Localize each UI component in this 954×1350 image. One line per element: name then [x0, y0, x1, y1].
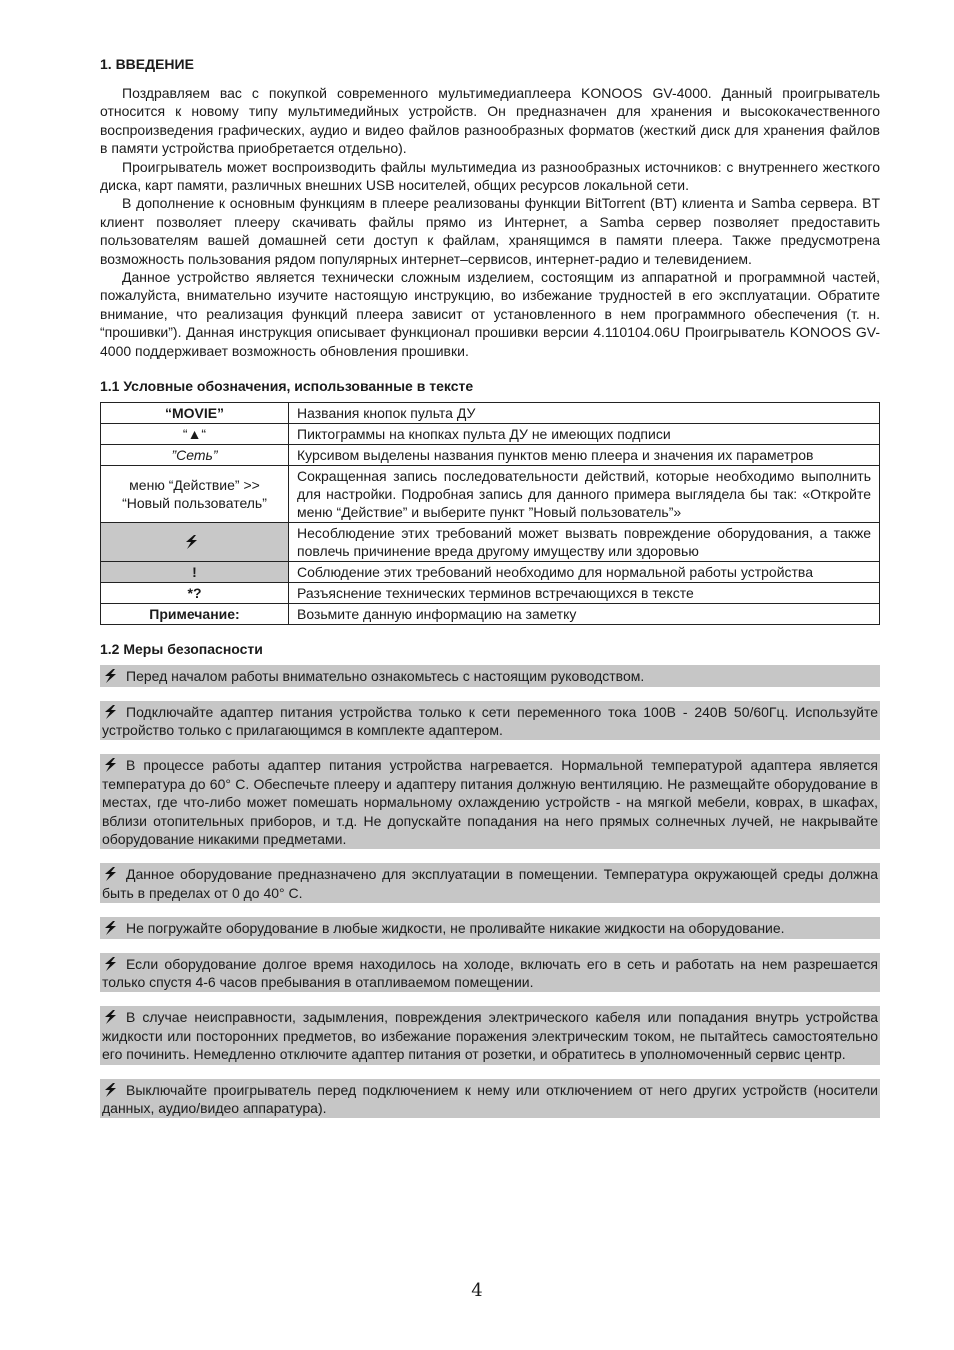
legend-symbol: “▲“ [101, 424, 289, 445]
legend-description: Соблюдение этих требований необходимо для нормальной работы устройства [289, 562, 880, 583]
intro-paragraph: Проигрыватель может воспроизводить файлы мультимедиа из разнообразных источников: с внутреннего жесткого диска, карт памяти, различных внешних USB носителей, общих ресурсов локальной сети. [100, 158, 880, 194]
page-number: 4 [471, 1280, 483, 1301]
table-row [101, 523, 880, 562]
safety-text: Если оборудование долгое время находилось на холоде, включать его в сеть и работать на нем разрешается только спустя 4-6 часов пребывания в отапливаемом помещении. [102, 955, 878, 990]
legend-symbol: ”Сеть” [101, 445, 289, 466]
legend-description: Разъяснение технических терминов встречающихся в тексте [289, 583, 880, 604]
lightning-warning-icon [102, 1083, 118, 1097]
safety-text: Перед началом работы внимательно ознакомьтесь с настоящим руководством. [126, 668, 645, 685]
lightning-warning-icon [102, 669, 118, 683]
question-icon: *? [187, 585, 202, 602]
lightning-warning-icon [102, 758, 118, 772]
safety-item [100, 665, 880, 686]
lightning-warning-icon [183, 535, 199, 549]
safety-item [100, 701, 880, 741]
table-row [101, 562, 880, 583]
document-page [100, 56, 880, 1132]
legend-description: Курсивом выделены названия пунктов меню плеера и значения их параметров [289, 445, 880, 466]
safety-item [100, 917, 880, 938]
intro-paragraph: В дополнение к основным функциям в плеере реализованы функции BitTorrent (BT) клиента и Samba сервера. BT клиент позволяет плееру скачивать файлы прямо из Интернет, а Samba сервер позволяет предоставить пользователям вашей домашней сети доступ к файлам, хранящимся в памяти плеера. Также предусмотрена возможность пользования рядом популярных интернет–сервисов, интернет-радио и телевидением. [100, 195, 880, 267]
lightning-warning-icon [102, 1010, 118, 1024]
legend-symbol [101, 583, 289, 604]
safety-text: Подключайте адаптер питания устройства только к сети переменного тока 100В - 240В 50/60Гц. Используйте устройство только с прилагающимся в комплекте адаптером. [102, 703, 878, 738]
table-row [101, 583, 880, 604]
legend-table [100, 402, 880, 625]
legend-description: Сокращенная запись последовательности действий, которые необходимо выполнить для настройки. Подробная запись для данного примера выглядела бы так: «Откройте меню “Действие” и выберите пункт ”Новый пользователь”» [289, 466, 880, 523]
section-heading-legend: 1.1 Условные обозначения, использованные в тексте [100, 378, 474, 395]
legend-description: Возьмите данную информацию на заметку [289, 604, 880, 625]
safety-text: Данное оборудование предназначено для эксплуатации в помещении. Температура окружающей среды должна быть в пределах от 0 до 40° С. [102, 866, 878, 901]
safety-item [100, 953, 880, 993]
exclamation-icon: ! [192, 564, 197, 581]
safety-text: В процессе работы адаптер питания устройства нагревается. Нормальной температурой адаптера является температура до 60° С. Обеспечьте плееру и адаптеру питания должную вентиляцию. Не размещайте оборудование в местах, где что-либо может помешать нормальному охлаждению устройств - на мягкой мебели, коврах, в шкафах, вблизи отопительных приборов, и т.д. Не допускайте попадания на него прямых солнечных лучей, не накрывайте оборудование никакими предметами. [102, 757, 878, 847]
intro-paragraph: Поздравляем вас с покупкой современного мультимедиаплеера KONOOS GV-4000. Данный проигрыватель относится к новому типу мультимедийных устройств. Он предназначен для хранения и высококачественного воспроизведения графических, аудио и видео файлов разнообразных форматов (жесткий диск для хранения файлов в памяти устройства приобретается отдельно). [100, 85, 880, 157]
section-heading-safety: 1.2 Меры безопасности [100, 641, 263, 658]
legend-symbol: меню “Действие” >> “Новый пользователь” [101, 466, 289, 523]
safety-text: Не погружайте оборудование в любые жидкости, не проливайте никакие жидкости на оборудование. [126, 920, 785, 937]
lightning-warning-icon [102, 957, 118, 971]
legend-symbol [101, 523, 289, 562]
safety-text: В случае неисправности, задымления, повреждения электрического кабеля или попадания внутрь устройства жидкости или посторонних предметов, во избежание поражения электрическим током, не пытайтесь самостоятельно его починить. Немедленно отключите адаптер питания от розетки, и обратитесь в уполномоченный сервис центр. [102, 1009, 878, 1063]
legend-symbol [101, 562, 289, 583]
safety-text: Выключайте проигрыватель перед подключением к нему или отключением от него других устройств (носители данных, аудио/видео аппаратура). [102, 1081, 878, 1116]
legend-description: Несоблюдение этих требований может вызвать повреждение оборудования, а также повлечь причинение вреда другому имуществу или здоровью [289, 523, 880, 562]
safety-item [100, 754, 880, 849]
table-row [101, 403, 880, 424]
table-row [101, 424, 880, 445]
table-row [101, 466, 880, 523]
legend-symbol: Примечание: [101, 604, 289, 625]
table-row [101, 445, 880, 466]
lightning-warning-icon [102, 921, 118, 935]
legend-description: Пиктограммы на кнопках пульта ДУ не имеющих подписи [289, 424, 880, 445]
legend-description: Названия кнопок пульта ДУ [289, 403, 880, 424]
safety-item [100, 1079, 880, 1119]
lightning-warning-icon [102, 705, 118, 719]
legend-symbol: “MOVIE” [101, 403, 289, 424]
safety-list [100, 665, 880, 1118]
section-heading-intro: 1. ВВЕДЕНИЕ [100, 56, 194, 72]
table-row [101, 604, 880, 625]
safety-item [100, 863, 880, 903]
safety-item [100, 1006, 880, 1064]
lightning-warning-icon [102, 867, 118, 881]
intro-paragraph: Данное устройство является технически сложным изделием, состоящим из аппаратной и программной частей, пожалуйста, внимательно изучите настоящую инструкцию, во избежание трудностей в его эксплуатации. Обратите внимание, что реализация функций плеера зависит от установленного в нем программного обеспечения (т. н. “прошивки”). Данная инструкция описывает функционал прошивки версии 4.110104.06U Проигрыватель KONOOS GV-4000 поддерживает возможность обновления прошивки. [100, 269, 880, 359]
